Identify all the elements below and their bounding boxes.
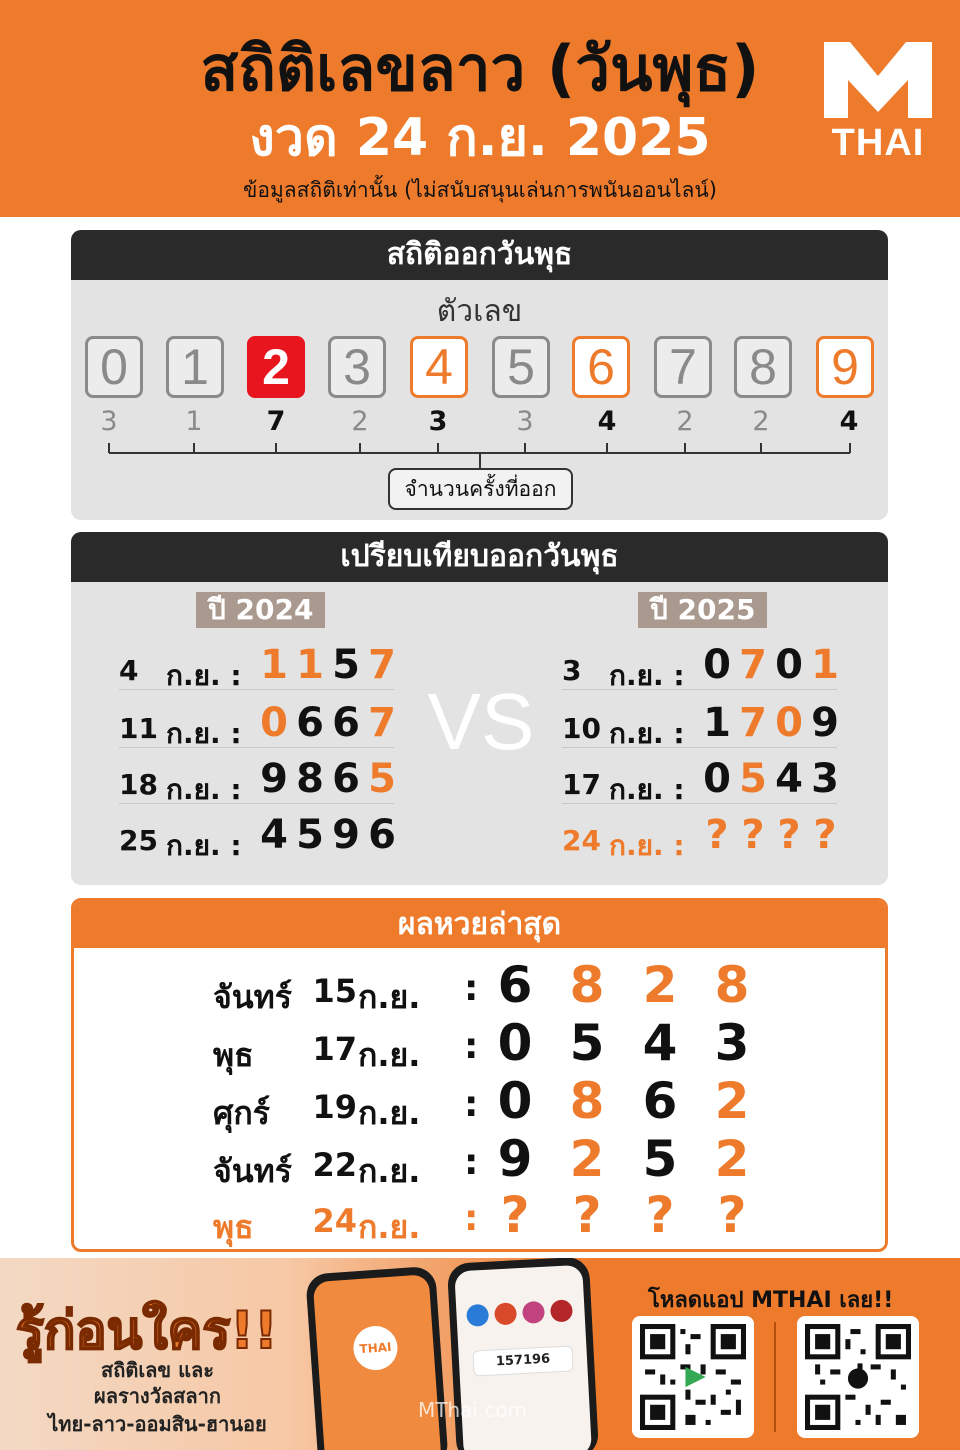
count-caption: จำนวนครั้งที่ออก <box>388 468 573 510</box>
compare-day: 24 <box>562 824 601 857</box>
qr-code-app-store[interactable] <box>797 1316 919 1438</box>
result-digit: 3 <box>714 1014 750 1072</box>
app-circle-icon <box>550 1299 573 1322</box>
year-tag-2024: ปี 2024 <box>196 592 325 628</box>
count-2: 7 <box>266 406 286 437</box>
compare-digit: 9 <box>260 756 288 802</box>
latest-results-panel <box>71 898 888 1252</box>
compare-digit: 7 <box>739 642 767 688</box>
result-day: จันทร์ <box>213 978 292 1016</box>
digit-box-1: 1 <box>166 336 224 398</box>
compare-digit: 0 <box>703 642 731 688</box>
result-colon: : <box>464 1026 479 1067</box>
qr-pattern-icon <box>805 1324 911 1430</box>
result-colon: : <box>464 1142 479 1183</box>
banner-line-1: สถิติเลข และ <box>101 1358 214 1382</box>
result-digit: 5 <box>642 1130 678 1188</box>
compare-digit: 6 <box>332 756 360 802</box>
compare-digit: 1 <box>811 642 839 688</box>
compare-digit: 5 <box>332 642 360 688</box>
digit-box-9: 9 <box>816 336 874 398</box>
compare-digit: 5 <box>296 812 324 858</box>
result-month: ก.ย. <box>358 1094 421 1132</box>
result-date: 17 <box>312 1030 357 1068</box>
count-8: 2 <box>752 406 770 437</box>
result-digit: ? <box>717 1186 747 1244</box>
vs-label: VS <box>427 677 535 766</box>
count-7: 2 <box>676 406 694 437</box>
draw-date-subtitle: งวด 24 ก.ย. 2025 <box>249 108 711 168</box>
digits-label: ตัวเลข <box>436 294 523 329</box>
phone-lottery-number: 157196 <box>472 1345 573 1376</box>
result-digit: 9 <box>497 1130 533 1188</box>
compare-day: 17 <box>562 768 601 801</box>
count-4: 3 <box>428 406 448 437</box>
count-3: 2 <box>351 406 369 437</box>
header <box>0 0 960 217</box>
result-colon: : <box>464 968 479 1009</box>
qr-code-google-play[interactable] <box>632 1316 754 1438</box>
result-digit: 8 <box>714 956 750 1014</box>
compare-day: 4 <box>119 654 139 687</box>
result-row <box>74 1072 885 1130</box>
result-row <box>74 956 885 1014</box>
app-circle-icon <box>494 1302 517 1325</box>
digit-box-0: 0 <box>85 336 143 398</box>
result-date: 19 <box>312 1088 357 1126</box>
compare-month: ก.ย. : <box>609 717 685 750</box>
result-month: ก.ย. <box>358 1208 421 1246</box>
digit-box-6: 6 <box>572 336 630 398</box>
compare-digit: ? <box>741 812 765 858</box>
compare-month: ก.ย. : <box>609 773 685 806</box>
result-digit: ? <box>500 1186 530 1244</box>
digit-box-8: 8 <box>734 336 792 398</box>
compare-panel <box>71 532 888 885</box>
result-digit: 0 <box>497 1072 533 1130</box>
compare-row-2025 <box>562 640 837 690</box>
compare-row-2024 <box>119 754 394 804</box>
result-row <box>74 1130 885 1188</box>
results-heading: ผลหวยล่าสุด <box>74 901 885 948</box>
compare-day: 3 <box>562 654 582 687</box>
compare-digit: 4 <box>775 756 803 802</box>
result-colon: : <box>464 1198 479 1239</box>
compare-row-2024 <box>119 640 394 690</box>
compare-month: ก.ย. : <box>609 659 685 692</box>
count-6: 4 <box>597 406 617 437</box>
compare-digit: 7 <box>368 642 396 688</box>
compare-digit: 1 <box>296 642 324 688</box>
result-digit: 6 <box>497 956 533 1014</box>
digit-box-7: 7 <box>654 336 712 398</box>
phone-screen-left <box>313 1274 442 1450</box>
result-date: 15 <box>312 972 357 1010</box>
result-day: จันทร์ <box>213 1152 292 1190</box>
result-row-upcoming <box>74 1186 885 1244</box>
banner-line-3: ไทย-ลาว-ออมสิน-ฮานอย <box>48 1412 267 1436</box>
compare-digit: 7 <box>739 700 767 746</box>
result-colon: : <box>464 1084 479 1125</box>
page-title: สถิติเลขลาว (วันพุธ) <box>200 32 760 105</box>
compare-row-2025 <box>562 754 837 804</box>
compare-row-2024 <box>119 698 394 748</box>
compare-row-2025-upcoming <box>562 810 837 860</box>
phone-app-logo: THAI <box>352 1325 399 1372</box>
compare-digit: 0 <box>703 756 731 802</box>
disclaimer-note: ข้อมูลสถิติเท่านั้น (ไม่สนับสนุนเล่นการพนันออนไลน์) <box>243 178 717 202</box>
download-app-text: โหลดแอป MTHAI เลย!! <box>648 1288 894 1313</box>
result-day: ศุกร์ <box>213 1094 270 1132</box>
compare-month: ก.ย. : <box>166 773 242 806</box>
result-month: ก.ย. <box>358 1152 421 1190</box>
compare-digit: 5 <box>739 756 767 802</box>
count-0: 3 <box>100 406 118 437</box>
wednesday-stats-panel <box>71 230 888 520</box>
result-date: 22 <box>312 1146 357 1184</box>
mthai-logo <box>822 42 934 167</box>
watermark: MThai.com <box>418 1398 528 1422</box>
result-month: ก.ย. <box>358 1036 421 1074</box>
result-digit: 8 <box>569 1072 605 1130</box>
qr-divider <box>774 1322 776 1432</box>
result-day: พุธ <box>213 1208 254 1246</box>
result-day: พุธ <box>213 1036 254 1074</box>
compare-digit: 0 <box>775 700 803 746</box>
result-digit: 0 <box>497 1014 533 1072</box>
result-digit: 6 <box>642 1072 678 1130</box>
compare-digit: ? <box>813 812 837 858</box>
result-date: 24 <box>312 1202 357 1240</box>
result-digit: 2 <box>569 1130 605 1188</box>
compare-month: ก.ย. : <box>166 717 242 750</box>
app-circle-icon <box>522 1301 545 1324</box>
compare-digit: 1 <box>260 642 288 688</box>
logo-text: THAI <box>831 122 925 164</box>
compare-day: 18 <box>119 768 158 801</box>
result-digit: ? <box>572 1186 602 1244</box>
digit-box-4: 4 <box>410 336 468 398</box>
count-1: 1 <box>185 406 203 437</box>
compare-digit: ? <box>777 812 801 858</box>
result-digit: 8 <box>569 956 605 1014</box>
count-9: 4 <box>839 406 859 437</box>
result-month: ก.ย. <box>358 978 421 1016</box>
year-tag-2025: ปี 2025 <box>638 592 767 628</box>
compare-digit: 7 <box>368 700 396 746</box>
result-digit: 2 <box>714 1072 750 1130</box>
compare-digit: 9 <box>811 700 839 746</box>
compare-month: ก.ย. : <box>609 829 685 862</box>
compare-heading: เปรียบเทียบออกวันพุธ <box>71 532 888 582</box>
compare-digit: 1 <box>703 700 731 746</box>
result-row <box>74 1014 885 1072</box>
qr-pattern-icon <box>640 1324 746 1430</box>
compare-month: ก.ย. : <box>166 829 242 862</box>
logo-m-icon <box>824 42 932 118</box>
compare-digit: 9 <box>332 812 360 858</box>
phone-screen-right <box>454 1265 592 1450</box>
app-circle-icon <box>466 1304 489 1327</box>
stats-heading: สถิติออกวันพุธ <box>71 230 888 280</box>
compare-digit: 5 <box>368 756 396 802</box>
digit-box-2: 2 <box>247 336 305 398</box>
app-promo-banner[interactable] <box>0 1258 960 1450</box>
compare-day: 25 <box>119 824 158 857</box>
compare-digit: 0 <box>775 642 803 688</box>
count-5: 3 <box>516 406 534 437</box>
compare-digit: 6 <box>368 812 396 858</box>
result-digit: 2 <box>714 1130 750 1188</box>
result-digit: 4 <box>642 1014 678 1072</box>
compare-month: ก.ย. : <box>166 659 242 692</box>
digit-box-3: 3 <box>328 336 386 398</box>
compare-digit: 6 <box>296 700 324 746</box>
digit-box-5: 5 <box>492 336 550 398</box>
phone-image-left <box>305 1266 449 1450</box>
compare-day: 11 <box>119 712 158 745</box>
result-digit: 2 <box>642 956 678 1014</box>
banner-headline: รู้ก่อนใคร!! <box>16 1301 278 1361</box>
compare-digit: 6 <box>332 700 360 746</box>
compare-digit: ? <box>705 812 729 858</box>
result-digit: ? <box>645 1186 675 1244</box>
compare-day: 10 <box>562 712 601 745</box>
compare-row-2024 <box>119 810 394 860</box>
banner-line-2: ผลรางวัลสลาก <box>93 1384 221 1408</box>
compare-digit: 8 <box>296 756 324 802</box>
compare-digit: 0 <box>260 700 288 746</box>
compare-row-2025 <box>562 698 837 748</box>
compare-digit: 4 <box>260 812 288 858</box>
compare-digit: 3 <box>811 756 839 802</box>
result-digit: 5 <box>569 1014 605 1072</box>
